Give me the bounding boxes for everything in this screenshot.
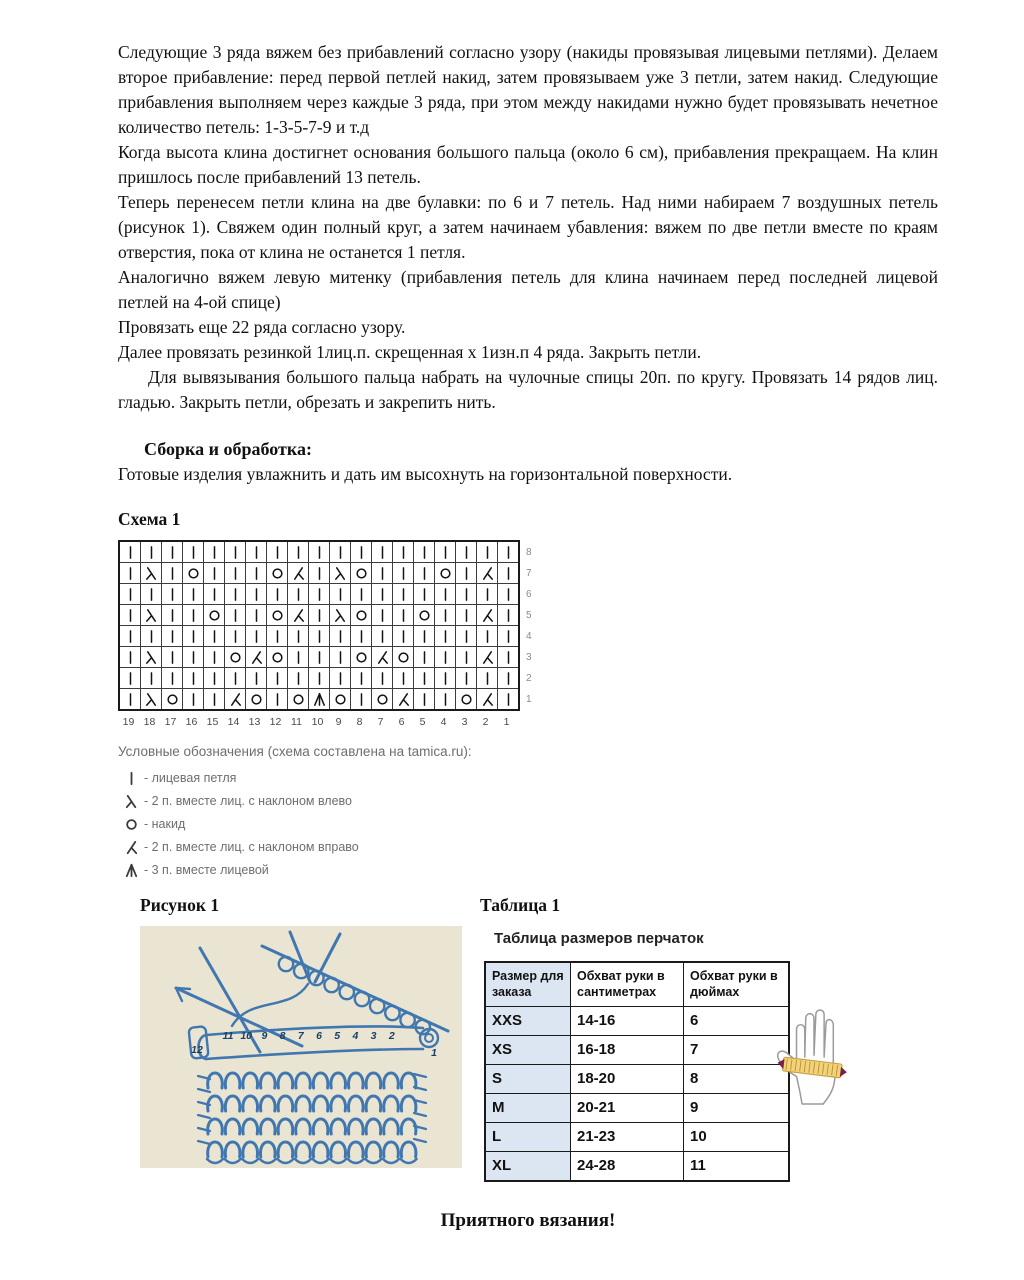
chart-cell-k xyxy=(162,647,183,667)
chart-cell-k xyxy=(309,563,330,583)
chart-cell-k xyxy=(183,605,204,625)
chart-cell-k xyxy=(120,584,141,604)
chart-cell-k xyxy=(246,626,267,646)
chart-column-number: 11 xyxy=(291,716,302,728)
chart-cell-k xyxy=(120,626,141,646)
chart-cell-k xyxy=(141,584,162,604)
chart-cell-k xyxy=(309,626,330,646)
chart-cell-k xyxy=(162,542,183,562)
chart-cell-k xyxy=(267,668,288,688)
chart-cell-k xyxy=(456,542,477,562)
table-cell: 16-18 xyxy=(571,1035,684,1064)
figure-column xyxy=(118,895,480,1182)
legend-symbol-c-icon xyxy=(118,862,144,879)
chart-cell-o xyxy=(414,605,435,625)
chart-cell-k xyxy=(204,668,225,688)
chart-cell-k xyxy=(309,647,330,667)
chart-row xyxy=(120,647,518,668)
chart-column-number: 16 xyxy=(185,716,198,728)
chart-cell-k xyxy=(330,668,351,688)
chart-cell-k xyxy=(162,626,183,646)
chart-cell-k xyxy=(372,542,393,562)
assembly-text: Готовые изделия увлажнить и дать им высохнуть на горизонтальной поверхности. xyxy=(118,464,733,484)
chart-cell-k xyxy=(183,647,204,667)
chart-cell-k xyxy=(414,626,435,646)
chart-cell-k xyxy=(141,542,162,562)
paragraph: Далее провязать резинкой 1лиц.п. скрещенная х 1изн.п 4 ряда. Закрыть петли. xyxy=(118,342,702,362)
chart-title: Схема 1 xyxy=(118,509,181,529)
chart-cell-c xyxy=(309,689,330,709)
chart-cell-o xyxy=(267,647,288,667)
chart-cell-l xyxy=(141,647,162,667)
svg-text:9: 9 xyxy=(261,1030,268,1042)
svg-text:12: 12 xyxy=(191,1044,203,1056)
chart-cell-k xyxy=(225,584,246,604)
svg-text:5: 5 xyxy=(334,1030,341,1042)
svg-text:6: 6 xyxy=(316,1030,322,1042)
chart-row xyxy=(120,689,518,709)
chart-cell-k xyxy=(267,584,288,604)
chart-cell-k xyxy=(183,584,204,604)
chart-column-number: 9 xyxy=(335,716,342,728)
chart-cell-o xyxy=(288,689,309,709)
chart-cell-k xyxy=(183,668,204,688)
chart-cell-k xyxy=(288,542,309,562)
chart-legend xyxy=(118,744,938,879)
chart-cell-k xyxy=(330,584,351,604)
chart-row-numbers xyxy=(526,540,532,710)
chart-cell-k xyxy=(498,647,518,667)
chart-cell-k xyxy=(204,689,225,709)
table-cell: 9 xyxy=(684,1093,790,1122)
chart-cell-k xyxy=(225,542,246,562)
chart-column-numbers xyxy=(118,716,938,728)
table-cell: 20-21 xyxy=(571,1093,684,1122)
chart-cell-k xyxy=(435,605,456,625)
table-cell: M xyxy=(485,1093,571,1122)
chart-cell-k xyxy=(435,668,456,688)
chart-cell-k xyxy=(162,668,183,688)
table-cell: S xyxy=(485,1064,571,1093)
table-body xyxy=(485,1006,789,1181)
chart-cell-k xyxy=(225,668,246,688)
svg-text:11: 11 xyxy=(222,1030,234,1042)
chart-cell-k xyxy=(351,689,372,709)
chart-cell-r xyxy=(246,647,267,667)
table-row xyxy=(485,1093,789,1122)
chart-cell-r xyxy=(372,647,393,667)
chart-cell-k xyxy=(393,668,414,688)
chart-cell-k xyxy=(372,605,393,625)
svg-text:4: 4 xyxy=(352,1030,359,1042)
chart-cell-k xyxy=(204,584,225,604)
paragraph: Провязать еще 22 ряда согласно узору. xyxy=(118,317,406,337)
chart-cell-k xyxy=(393,584,414,604)
chart-cell-o xyxy=(225,647,246,667)
chart-cell-o xyxy=(246,689,267,709)
chart-cell-r xyxy=(393,689,414,709)
table-cell: XL xyxy=(485,1151,571,1181)
chart-cell-o xyxy=(351,563,372,583)
chart-cell-k xyxy=(330,647,351,667)
table-header-cell: Размер для заказа xyxy=(485,962,571,1006)
chart-cell-k xyxy=(120,563,141,583)
chart-cell-k xyxy=(162,584,183,604)
legend-symbol-r-icon xyxy=(118,839,144,856)
table-cell: 8 xyxy=(684,1064,790,1093)
chart-grid xyxy=(118,540,520,711)
chart-cell-k xyxy=(372,626,393,646)
chart-row-number: 5 xyxy=(526,610,532,621)
legend-symbol-l-icon xyxy=(118,793,144,810)
chart-cell-k xyxy=(414,668,435,688)
chart-cell-k xyxy=(351,668,372,688)
chart-cell-k xyxy=(288,668,309,688)
paragraph: Для вывязывания большого пальца набрать на чулочные спицы 20п. по кругу. Провязать 14 рядов лиц. гладью. Закрыть петли, обрезать и закрепить нить. xyxy=(118,367,938,412)
chart-cell-k xyxy=(477,626,498,646)
legend-label: - лицевая петля xyxy=(144,771,237,785)
svg-text:8: 8 xyxy=(279,1030,286,1042)
chart-cell-k xyxy=(393,563,414,583)
chart-cell-k xyxy=(477,542,498,562)
chart-row xyxy=(120,542,518,563)
chart-cell-k xyxy=(456,605,477,625)
table-column xyxy=(480,895,938,1182)
chart-cell-r xyxy=(225,689,246,709)
chart-cell-o xyxy=(435,563,456,583)
chart-cell-k xyxy=(498,668,518,688)
chart-cell-r xyxy=(477,647,498,667)
chart-column-number: 6 xyxy=(398,716,405,728)
chart-cell-o xyxy=(267,563,288,583)
svg-text:3: 3 xyxy=(370,1030,377,1042)
chart-cell-k xyxy=(309,584,330,604)
chart-cell-k xyxy=(414,647,435,667)
chart-cell-r xyxy=(477,563,498,583)
chart-cell-k xyxy=(225,626,246,646)
paragraph: Следующие 3 ряда вяжем без прибавлений согласно узору (накиды провязывая лицевыми петлями). Делаем второе прибавление: перед первой петлей накид, затем провязываем уже 3 петли, затем накид. Следующие прибавления выполняем через каждые 3 ряда, при этом между накидами нужно будет провязывать нечетное количество петель: 1-3-5-7-9 и т.д xyxy=(118,42,938,137)
chart-cell-o xyxy=(267,605,288,625)
chart-cell-k xyxy=(498,689,518,709)
chart-column-number: 17 xyxy=(164,716,177,728)
hand-measure-illustration xyxy=(768,987,860,1112)
knitting-figure-illustration xyxy=(140,926,462,1168)
chart-cell-k xyxy=(204,647,225,667)
chart-cell-k xyxy=(498,542,518,562)
table-row xyxy=(485,1151,789,1181)
chart-cell-k xyxy=(246,584,267,604)
chart-cell-k xyxy=(456,563,477,583)
chart-cell-k xyxy=(246,563,267,583)
table-row xyxy=(485,1035,789,1064)
chart-cell-k xyxy=(351,542,372,562)
chart-cell-o xyxy=(351,605,372,625)
chart-row-number: 2 xyxy=(526,673,532,684)
paragraph: Когда высота клина достигнет основания большого пальца (около 6 см), прибавления прекращаем. На клин пришлось после прибавлений 13 петель. xyxy=(118,142,938,187)
chart-cell-k xyxy=(309,605,330,625)
table-cell: L xyxy=(485,1122,571,1151)
chart-cell-k xyxy=(246,668,267,688)
chart-cell-k xyxy=(435,626,456,646)
table-cell: 24-28 xyxy=(571,1151,684,1181)
chart-cell-l xyxy=(330,563,351,583)
chart-column-number: 4 xyxy=(440,716,447,728)
chart-column-number: 18 xyxy=(143,716,156,728)
chart-cell-o xyxy=(372,689,393,709)
chart-cell-k xyxy=(141,668,162,688)
chart-column-number: 8 xyxy=(356,716,363,728)
chart-cell-k xyxy=(435,689,456,709)
legend-item xyxy=(118,861,938,879)
chart-cell-o xyxy=(393,647,414,667)
chart-column-number: 13 xyxy=(248,716,261,728)
chart-cell-o xyxy=(162,689,183,709)
chart-cell-k xyxy=(120,542,141,562)
chart-cell-o xyxy=(351,647,372,667)
legend-symbol-k-icon xyxy=(118,770,144,787)
chart-column-number: 5 xyxy=(419,716,426,728)
chart-cell-k xyxy=(225,605,246,625)
chart-row xyxy=(120,668,518,689)
chart-cell-o xyxy=(330,689,351,709)
chart-row xyxy=(120,626,518,647)
chart-cell-k xyxy=(204,542,225,562)
table-cell: 14-16 xyxy=(571,1006,684,1035)
legend-item xyxy=(118,815,938,833)
table-row xyxy=(485,1122,789,1151)
chart-cell-k xyxy=(372,563,393,583)
chart-cell-k xyxy=(183,689,204,709)
chart-cell-k xyxy=(414,584,435,604)
chart-cell-k xyxy=(456,584,477,604)
legend-item xyxy=(118,769,938,787)
chart-cell-k xyxy=(372,668,393,688)
chart-row-number: 1 xyxy=(526,694,532,705)
chart-cell-k xyxy=(246,605,267,625)
chart-cell-k xyxy=(330,626,351,646)
chart-row-number: 7 xyxy=(526,568,532,579)
chart-cell-o xyxy=(183,563,204,583)
chart-cell-k xyxy=(225,563,246,583)
chart-cell-r xyxy=(477,689,498,709)
text-block xyxy=(118,40,938,1251)
legend-symbol-o-icon xyxy=(118,816,144,833)
chart-cell-k xyxy=(414,563,435,583)
chart-cell-k xyxy=(456,668,477,688)
chart-cell-k xyxy=(288,626,309,646)
legend-items xyxy=(118,769,938,879)
chart-column-number: 3 xyxy=(461,716,468,728)
chart-row-number: 6 xyxy=(526,589,532,600)
chart-cell-k xyxy=(372,584,393,604)
legend-label: - 2 п. вместе лиц. с наклоном вправо xyxy=(144,840,359,854)
chart-cell-r xyxy=(477,605,498,625)
chart-cell-l xyxy=(141,689,162,709)
chart-column-number: 2 xyxy=(482,716,489,728)
chart-cell-k xyxy=(351,626,372,646)
paragraph: Аналогично вяжем левую митенку (прибавления петель для клина начинаем перед последней лицевой петлей на 4-ой спице) xyxy=(118,267,938,312)
chart-cell-k xyxy=(414,689,435,709)
chart-cell-k xyxy=(120,689,141,709)
table-cell: 11 xyxy=(684,1151,790,1181)
chart-cell-k xyxy=(183,542,204,562)
chart-cell-k xyxy=(288,584,309,604)
chart-cell-k xyxy=(393,542,414,562)
table-cell: 21-23 xyxy=(571,1122,684,1151)
chart-cell-k xyxy=(204,626,225,646)
table-subtitle: Таблица размеров перчаток xyxy=(494,930,704,947)
paragraph: Теперь перенесем петли клина на две булавки: по 6 и 7 петель. Над ними набираем 7 воздушных петель (рисунок 1). Свяжем один полный круг, а затем начинаем убавления: вяжем по две петли вместе по краям отверстия, пока от клина не останется 1 петля. xyxy=(118,192,938,262)
chart-cell-k xyxy=(435,584,456,604)
chart-cell-k xyxy=(204,563,225,583)
table-head xyxy=(485,962,789,1006)
knitting-chart xyxy=(118,540,938,728)
legend-title: Условные обозначения (схема составлена на tamica.ru): xyxy=(118,744,472,759)
chart-cell-k xyxy=(183,626,204,646)
chart-cell-l xyxy=(330,605,351,625)
svg-text:10: 10 xyxy=(240,1030,253,1042)
chart-cell-k xyxy=(267,626,288,646)
chart-cell-k xyxy=(414,542,435,562)
chart-cell-k xyxy=(393,626,414,646)
table-cell: 18-20 xyxy=(571,1064,684,1093)
chart-column-number: 7 xyxy=(377,716,384,728)
chart-column-number: 14 xyxy=(227,716,240,728)
chart-cell-k xyxy=(120,605,141,625)
table-cell: XS xyxy=(485,1035,571,1064)
chart-row xyxy=(120,563,518,584)
table-row xyxy=(485,1064,789,1093)
chart-cell-l xyxy=(141,563,162,583)
svg-text:1: 1 xyxy=(431,1047,437,1059)
chart-cell-k xyxy=(120,647,141,667)
figure-and-table-section xyxy=(118,895,938,1182)
chart-cell-k xyxy=(456,647,477,667)
table-title: Таблица 1 xyxy=(480,895,561,915)
chart-row-number: 4 xyxy=(526,631,532,642)
chart-column-number: 10 xyxy=(311,716,324,728)
table-header-cell: Обхват руки в сантиметрах xyxy=(571,962,684,1006)
chart-column-number: 19 xyxy=(122,716,135,728)
chart-column-number: 12 xyxy=(269,716,282,728)
chart-cell-r xyxy=(288,605,309,625)
chart-column-number: 15 xyxy=(206,716,219,728)
chart-cell-k xyxy=(498,605,518,625)
table-cell: 6 xyxy=(684,1006,790,1035)
chart-row xyxy=(120,605,518,626)
chart-cell-k xyxy=(393,605,414,625)
chart-cell-k xyxy=(120,668,141,688)
chart-cell-k xyxy=(141,626,162,646)
chart-cell-k xyxy=(477,668,498,688)
chart-cell-l xyxy=(141,605,162,625)
chart-cell-r xyxy=(288,563,309,583)
chart-row-number: 3 xyxy=(526,652,532,663)
chart-row xyxy=(120,584,518,605)
legend-label: - 2 п. вместе лиц. с наклоном влево xyxy=(144,794,353,808)
chart-cell-k xyxy=(309,668,330,688)
chart-cell-k xyxy=(477,584,498,604)
chart-cell-k xyxy=(309,542,330,562)
table-header-cell: Обхват руки в дюймах xyxy=(684,962,790,1006)
chart-cell-k xyxy=(351,584,372,604)
chart-cell-k xyxy=(330,542,351,562)
footer-text: Приятного вязания! xyxy=(440,1209,616,1231)
chart-cell-k xyxy=(498,584,518,604)
assembly-heading: Сборка и обработка: xyxy=(144,439,312,459)
glove-size-table xyxy=(484,961,790,1182)
chart-cell-k xyxy=(267,542,288,562)
chart-cell-k xyxy=(246,542,267,562)
chart-cell-k xyxy=(456,626,477,646)
chart-cell-k xyxy=(267,689,288,709)
svg-text:2: 2 xyxy=(388,1030,395,1042)
chart-cell-k xyxy=(498,563,518,583)
chart-cell-k xyxy=(162,563,183,583)
legend-item xyxy=(118,838,938,856)
legend-item xyxy=(118,792,938,810)
chart-cell-k xyxy=(435,542,456,562)
table-cell: XXS xyxy=(485,1006,571,1035)
table-cell: 7 xyxy=(684,1035,790,1064)
legend-label: - накид xyxy=(144,817,186,831)
chart-cell-o xyxy=(204,605,225,625)
svg-text:7: 7 xyxy=(297,1030,304,1042)
figure-title: Рисунок 1 xyxy=(140,895,220,915)
table-row xyxy=(485,1006,789,1035)
chart-row-number: 8 xyxy=(526,547,532,558)
chart-cell-k xyxy=(288,647,309,667)
chart-cell-o xyxy=(456,689,477,709)
legend-label: - 3 п. вместе лицевой xyxy=(144,863,269,877)
table-cell: 10 xyxy=(684,1122,790,1151)
chart-column-number: 1 xyxy=(503,716,510,728)
chart-cell-k xyxy=(498,626,518,646)
chart-cell-k xyxy=(162,605,183,625)
chart-cell-k xyxy=(435,647,456,667)
